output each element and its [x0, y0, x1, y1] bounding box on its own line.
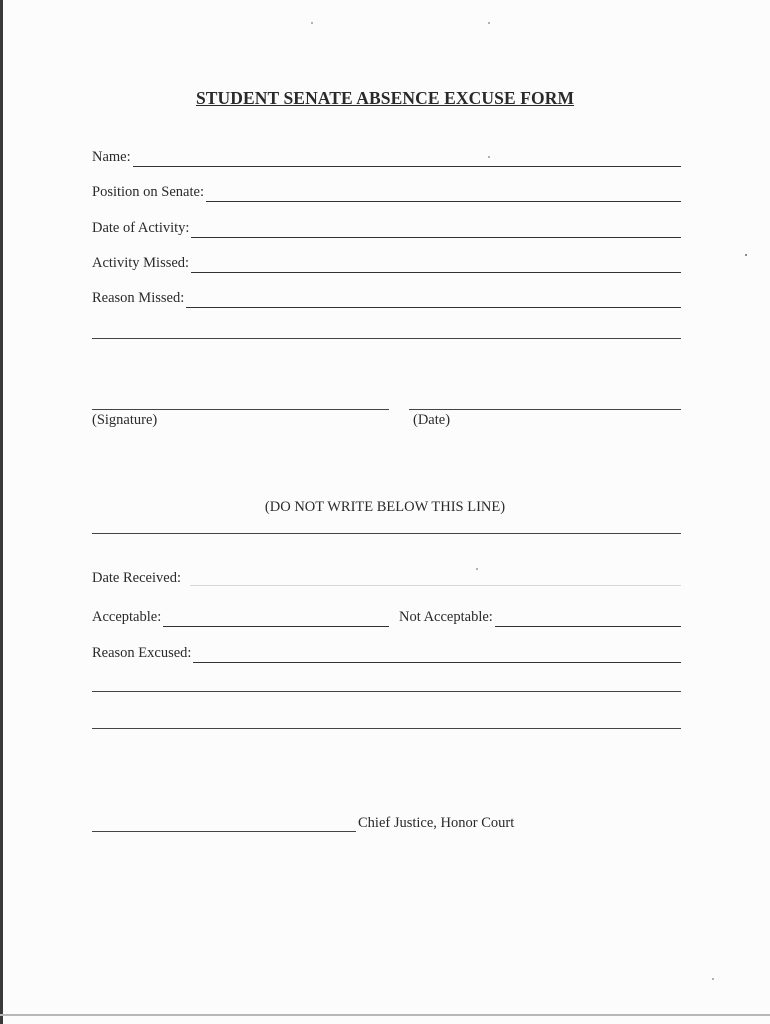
- acceptable-field[interactable]: [92, 605, 389, 627]
- name-input-line[interactable]: [133, 152, 681, 167]
- date-of-activity-label: Date of Activity:: [92, 220, 190, 236]
- reason-missed-input-line[interactable]: [186, 293, 681, 308]
- name-label: Name:: [92, 149, 131, 165]
- activity-missed-field[interactable]: [92, 251, 681, 273]
- date-received-line[interactable]: [190, 585, 681, 586]
- reason-excused-input-line[interactable]: [193, 648, 681, 663]
- divider-line: [92, 533, 681, 534]
- activity-missed-input-line[interactable]: [191, 258, 681, 273]
- scan-speck: [745, 254, 747, 256]
- acceptable-input-line[interactable]: [163, 612, 389, 627]
- chief-justice-signature-line[interactable]: [92, 831, 356, 832]
- position-field[interactable]: [92, 180, 681, 202]
- reason-excused-label: Reason Excused:: [92, 645, 192, 661]
- scan-speck: [488, 156, 490, 158]
- position-label: Position on Senate:: [92, 184, 204, 200]
- chief-justice-label: Chief Justice, Honor Court: [358, 815, 515, 831]
- reason-missed-field[interactable]: [92, 286, 681, 308]
- reason-excused-field[interactable]: [92, 641, 681, 663]
- date-label: (Date): [413, 412, 451, 428]
- reason-excused-line-2[interactable]: [92, 691, 681, 692]
- date-of-activity-input-line[interactable]: [191, 223, 681, 238]
- not-acceptable-field[interactable]: [399, 605, 681, 627]
- scan-speck: [712, 978, 714, 980]
- reason-missed-continuation-line[interactable]: [92, 338, 681, 339]
- date-of-activity-field[interactable]: [92, 216, 681, 238]
- position-input-line[interactable]: [206, 187, 681, 202]
- do-not-write-notice: (DO NOT WRITE BELOW THIS LINE): [264, 499, 506, 515]
- scan-speck: [476, 568, 478, 570]
- not-acceptable-label: Not Acceptable:: [399, 609, 493, 625]
- signature-label: (Signature): [92, 412, 158, 428]
- acceptable-label: Acceptable:: [92, 609, 162, 625]
- signature-line[interactable]: [92, 409, 389, 410]
- not-acceptable-input-line[interactable]: [495, 612, 681, 627]
- reason-excused-line-3[interactable]: [92, 728, 681, 729]
- scan-speck: [488, 22, 490, 24]
- page-bottom-edge: [0, 1014, 770, 1016]
- date-received-label: Date Received:: [92, 570, 181, 586]
- form-title: STUDENT SENATE ABSENCE EXCUSE FORM: [195, 88, 575, 108]
- date-line[interactable]: [409, 409, 681, 410]
- scan-speck: [311, 22, 313, 24]
- reason-missed-label: Reason Missed:: [92, 290, 185, 306]
- name-field[interactable]: [92, 145, 681, 167]
- activity-missed-label: Activity Missed:: [92, 255, 190, 271]
